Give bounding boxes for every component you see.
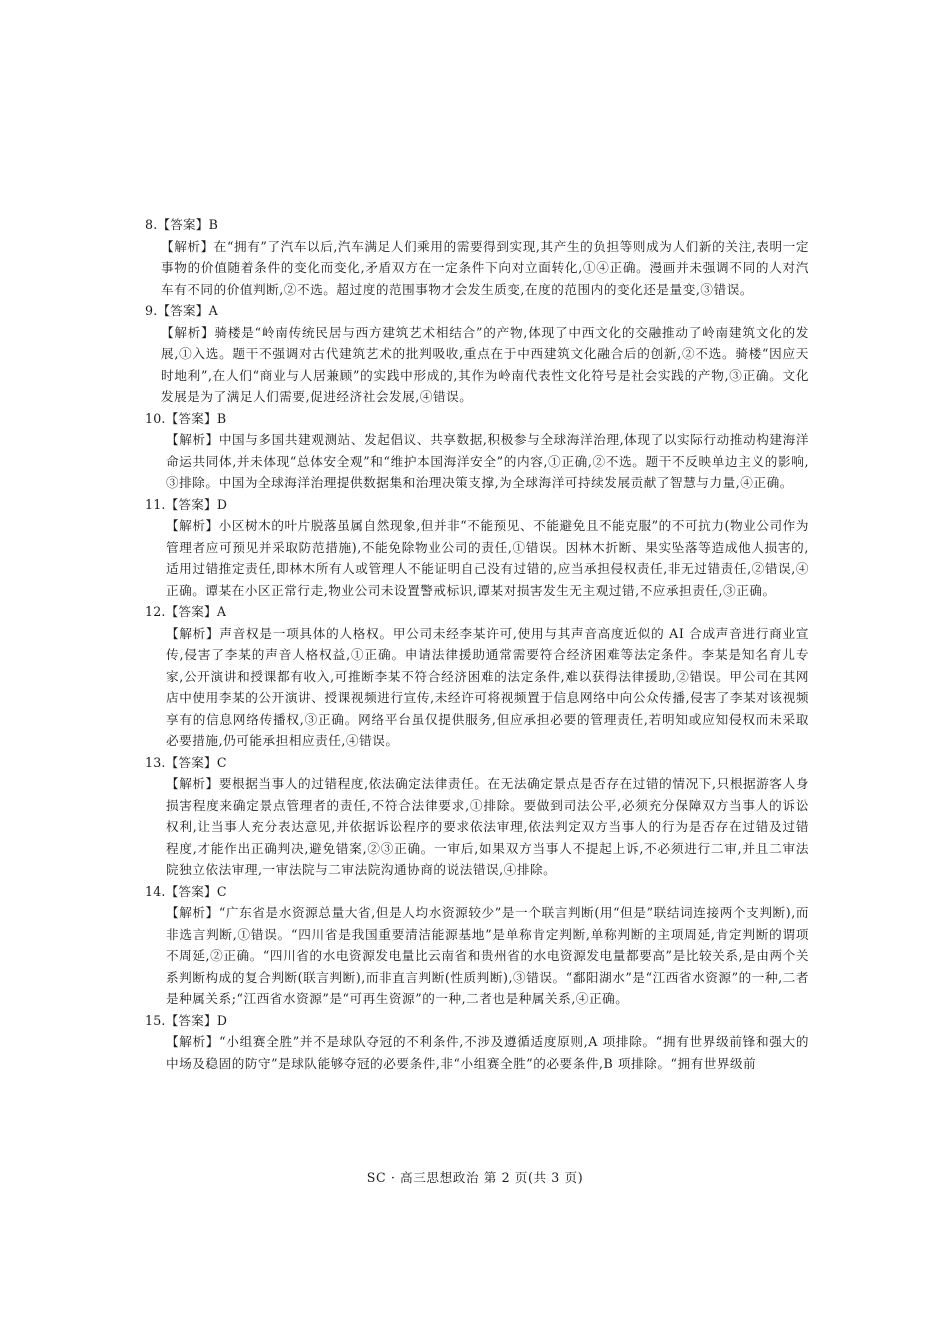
analysis-text: 【解析】中国与多国共建观测站、发起倡议、共享数据,积极参与全球海洋治理,体现了以实际行动推动构建海洋命运共同体,并未体现“总体安全观”和“维护本国海洋安全”的内容,①正确,②不选。题干不反映单边主义的影响,③排除。中国为全球海洋治理提供数据集和治理决策支撑,为全球海洋可持续发展贡献了智慧与力量,④正确。: [166, 432, 809, 490]
question-14: [145, 881, 809, 1010]
question-number: 15.: [145, 1012, 166, 1028]
analysis-text: 【解析】小区树木的叶片脱落虽属自然现象,但并非“不能预见、不能避免且不能克服”的不可抗力(物业公司作为管理者应可预见并采取防范措施),不能免除物业公司的责任,①错误。因林木折断、果实坠落等造成他人损害的,适用过错推定责任,即林木所有人或管理人不能证明自己没有过错的,应当承担侵权责任,非无过错责任,②错误,④正确。谭某在小区正常行走,物业公司未设置警戒标识,谭某对损害发生无主观过错,不应承担责任,③正确。: [166, 518, 809, 598]
analysis-text: 【解析】骑楼是“岭南传统民居与西方建筑艺术相结合”的产物,体现了中西文化的交融推动了岭南建筑文化的发展,①入选。题干不强调对古代建筑艺术的批判吸收,重点在于中西建筑文化融合后的创新,②不选。骑楼“因应天时地利”,在人们“商业与人居兼顾”的实践中形成的,其作为岭南代表性文化符号是社会实践的产物,③正确。文化发展是为了满足人们需要,促进经济社会发展,④错误。: [161, 324, 809, 404]
question-number: 9.: [145, 303, 158, 318]
question-number: 14.: [145, 883, 166, 899]
question-number: 10.: [145, 410, 166, 426]
answer-line: [145, 300, 809, 322]
answer-label: 【答案】A: [165, 604, 227, 619]
question-9: [145, 300, 809, 408]
analysis-text: 【解析】“小组赛全胜”并不是球队夺冠的不利条件,不涉及遵循适度原则,A 项排除。“拥有世界级前锋和强大的中场及稳固的防守”是球队能够夺冠的必要条件,非“小组赛全胜”的必要条件,B 项排除。“拥有世界级前: [166, 1034, 809, 1071]
question-number: 11.: [145, 496, 166, 512]
analysis-text: 【解析】声音权是一项具体的人格权。甲公司未经李某许可,使用与其声音高度近似的 AI 合成声音进行商业宣传,侵害了李某的声音人格权益,①正确。申请法律援助通常需要符合经济困难等法定条件。李某是知名育儿专家,公开演讲和授课都有收入,可推断李某不符合经济困难的法定条件,难以获得法律援助,②错误。甲公司在其网店中使用李某的公开演讲、授课视频进行宣传,未经许可将视频置于信息网络中向公众传播,侵害了李某对该视频享有的信息网络传播权,③正确。网络平台虽仅提供服务,但应承担必要的管理责任,若明知或应知侵权而未采取必要措施,仍可能承担相应责任,④错误。: [166, 625, 809, 748]
question-number: 13.: [145, 754, 166, 770]
answer-label: 【答案】B: [165, 410, 227, 426]
question-13: [145, 752, 809, 881]
answer-line: [145, 601, 809, 623]
question-11: [145, 494, 809, 602]
answer-key-content: [145, 214, 809, 1074]
question-8: [145, 214, 809, 300]
answer-line: [145, 494, 809, 516]
answer-label: 【答案】C: [165, 883, 227, 899]
question-number: 8.: [145, 217, 158, 232]
analysis-text: 【解析】要根据当事人的过错程度,依法确定法律责任。在无法确定景点是否存在过错的情况下,只根据游客人身损害程度来确定景点管理者的责任,不符合法律要求,①排除。要做到司法公平,必须充分保障双方当事人的诉讼权利,让当事人充分表达意见,并依据诉讼程序的要求依法审理,依法判定双方当事人的行为是否存在过错及过错程度,才能作出正确判决,避免错案,②③正确。一审后,如果双方当事人不提起上诉,不必须进行二审,并且二审法院独立依法审理,一审法院与二审法院沟通协商的说法错误,④排除。: [166, 776, 809, 877]
analysis-text: 【解析】“广东省是水资源总量大省,但是人均水资源较少”是一个联言判断(用“但是”联结词连接两个支判断),而非选言判断,①错误。“四川省是我国重要清洁能源基地”是单称肯定判断,单称判断的主项周延,肯定判断的谓项不周延,②正确。“四川省的水电资源发电量比云南省和贵州省的水电资源发电量都要高”是比较关系,是由两个关系判断构成的复合判断(联言判断),而非直言判断(性质判断),③错误。“鄱阳湖水”是“江西省水资源”的一种,二者是种属关系;“江西省水资源”是“可再生资源”的一种,二者也是种属关系,④正确。: [166, 905, 809, 1006]
answer-line: [145, 214, 809, 236]
page-footer: SC · 高三思想政治 第 2 页(共 3 页): [366, 1170, 584, 1185]
answer-label: 【答案】D: [165, 496, 228, 512]
answer-label: 【答案】B: [157, 217, 219, 232]
analysis-text: 【解析】在“拥有”了汽车以后,汽车满足人们乘用的需要得到实现,其产生的负担等则成为人们新的关注,表明一定事物的价值随着条件的变化而变化,矛盾双方在一定条件下向对立面转化,①④正确。漫画并未强调不同的人对汽车有不同的价值判断,②不选。超过度的范围事物才会发生质变,在度的范围内的变化还是量变,③错误。: [161, 238, 809, 297]
answer-line: [145, 408, 809, 430]
answer-line: [145, 881, 809, 903]
answer-line: [145, 752, 809, 774]
answer-label: 【答案】A: [157, 303, 218, 318]
question-12: [145, 601, 809, 752]
answer-line: [145, 1010, 809, 1032]
question-number: 12.: [145, 604, 166, 619]
answer-label: 【答案】D: [165, 1012, 228, 1028]
question-15: [145, 1010, 809, 1075]
question-10: [145, 408, 809, 494]
answer-label: 【答案】C: [165, 754, 227, 770]
